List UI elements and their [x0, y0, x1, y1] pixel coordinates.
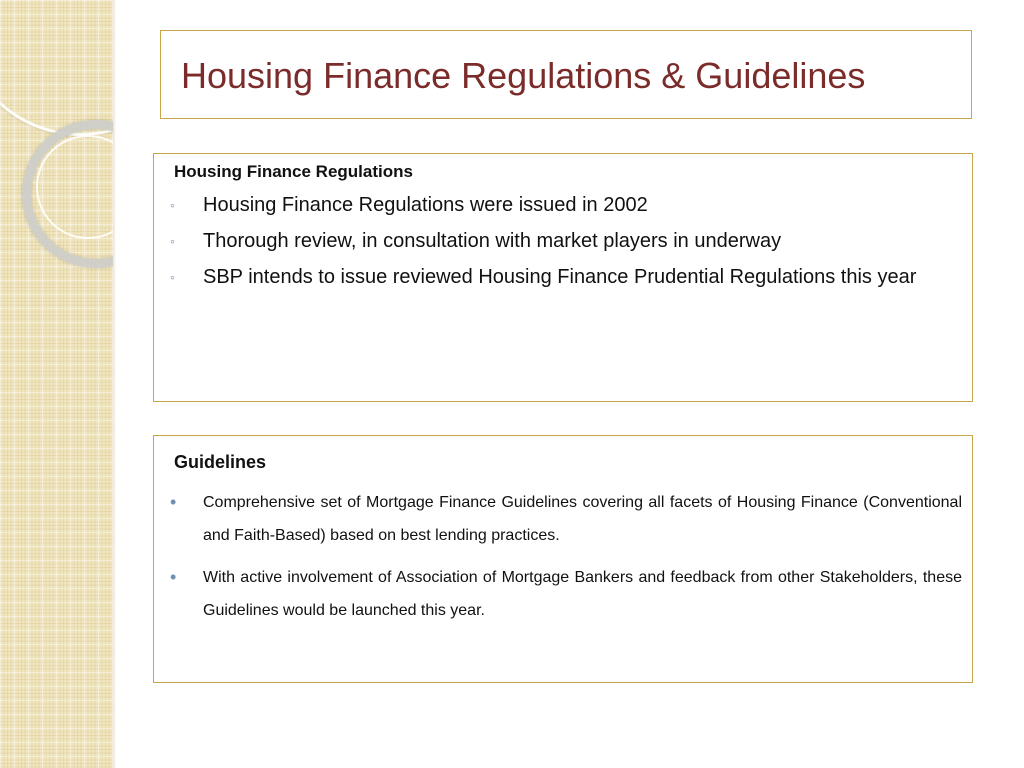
guidelines-list-item: [170, 486, 962, 552]
hollow-circle-bullet-icon: ◦: [170, 197, 175, 213]
regulations-list-item: [170, 227, 962, 255]
decorative-side-strip: [0, 0, 113, 768]
regulations-item-text: Thorough review, in consultation with market players in underway: [203, 230, 782, 252]
guidelines-item-text: With active involvement of Association of Mortgage Bankers and feedback from other Stakeholders, these Guidelines would be launched this year.: [203, 569, 962, 619]
hollow-circle-bullet-icon: ◦: [170, 233, 175, 249]
regulations-list: [170, 191, 962, 299]
hollow-circle-bullet-icon: ◦: [170, 269, 175, 285]
regulations-list-item: [170, 191, 962, 219]
title-box: [160, 30, 972, 119]
guidelines-list-item: [170, 561, 962, 627]
guidelines-list: [170, 486, 962, 636]
slide-title: Housing Finance Regulations & Guidelines: [181, 55, 866, 96]
regulations-list-item: [170, 263, 962, 291]
side-strip-edge: [113, 0, 116, 768]
regulations-item-text: Housing Finance Regulations were issued in 2002: [203, 194, 648, 216]
filled-circle-bullet-icon: •: [170, 567, 177, 587]
guidelines-box: [153, 435, 973, 683]
guidelines-item-text: Comprehensive set of Mortgage Finance Guidelines covering all facets of Housing Finance (Conventional and Faith-Based) based on best lending practices.: [203, 494, 962, 544]
regulations-item-text: SBP intends to issue reviewed Housing Finance Prudential Regulations this year: [203, 266, 917, 288]
decorative-ring-large: [0, 0, 113, 136]
regulations-box: [153, 153, 973, 402]
filled-circle-bullet-icon: •: [170, 492, 177, 512]
guidelines-heading: Guidelines: [174, 452, 267, 472]
regulations-heading: Housing Finance Regulations: [174, 162, 413, 181]
